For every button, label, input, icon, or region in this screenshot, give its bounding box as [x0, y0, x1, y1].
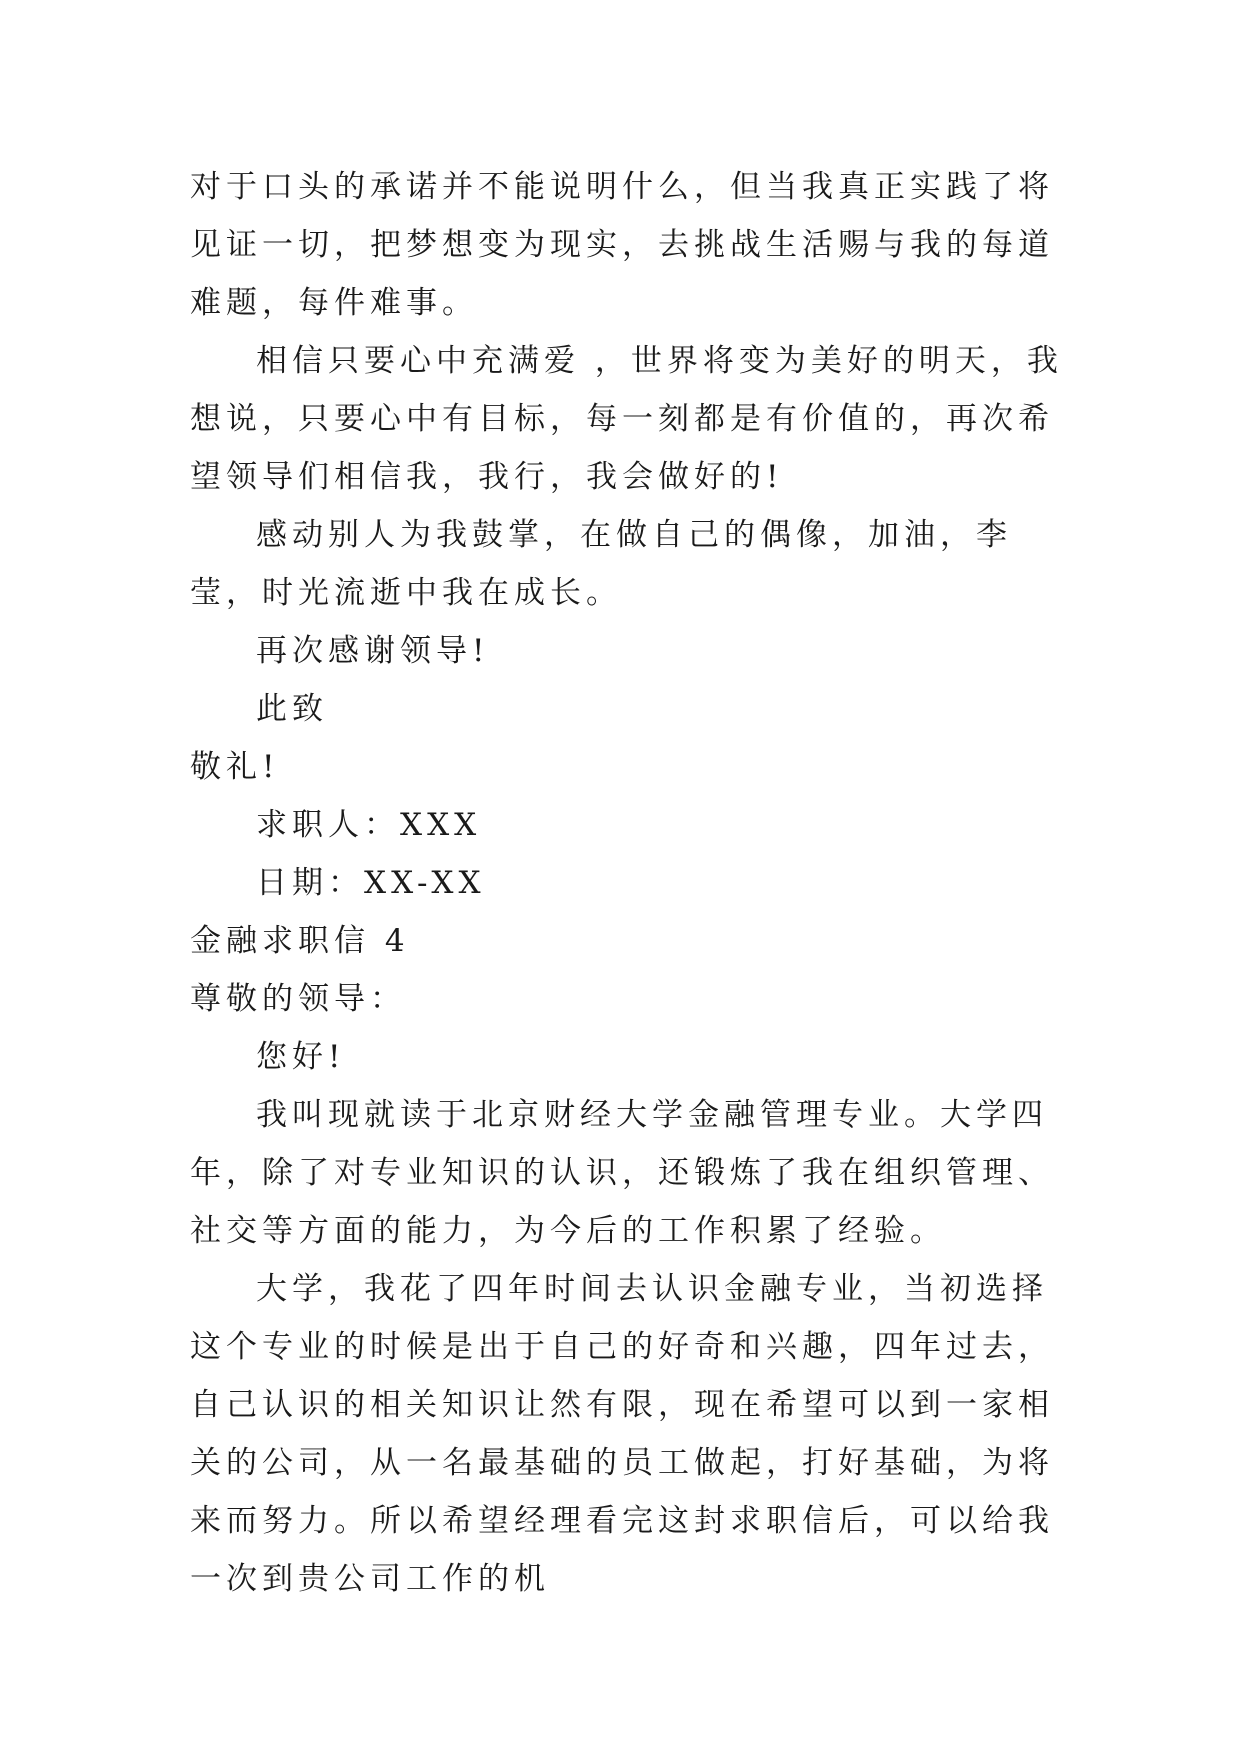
greeting-hello: 您好! — [256, 1039, 346, 1075]
paragraph-3: 感动别人为我鼓掌，在做自己的偶像，加油，李莹，时光流逝中我在成长。 — [190, 517, 1012, 611]
applicant-line: 求职人：XXX — [256, 807, 482, 843]
paragraph-1: 对于口头的承诺并不能说明什么，但当我真正实践了将见证一切，把梦想变为现实，去挑战生活赐与我的每道难题，每件难事。 — [190, 169, 1054, 321]
paragraph-body: 大学，我花了四年时间去认识金融专业，当初选择这个专业的时候是出于自己的好奇和兴趣，四年过去，自己认识的相关知识让然有限，现在希望可以到一家相关的公司，从一名最基础的员工做起，打好基础，为将来而努力。所以希望经理看完这封求职信后，可以给我一次到贵公司工作的机 — [190, 1271, 1054, 1597]
document-body — [190, 158, 1070, 1608]
closing-salutation: 此致 — [256, 691, 328, 727]
paragraph-intro: 我叫现就读于北京财经大学金融管理专业。大学四年，除了对专业知识的认识，还锻炼了我在组织管理、社交等方面的能力，为今后的工作积累了经验。 — [190, 1097, 1054, 1249]
paragraph-2: 相信只要心中充满爱 ，世界将变为美好的明天，我想说，只要心中有目标，每一刻都是有价值的，再次希望领导们相信我，我行，我会做好的! — [190, 343, 1063, 495]
closing-regards: 敬礼! — [190, 749, 280, 785]
section-title: 金融求职信 4 — [190, 923, 410, 959]
thanks-line: 再次感谢领导! — [256, 633, 490, 669]
date-line: 日期：XX-XX — [256, 865, 486, 901]
greeting-recipient: 尊敬的领导： — [190, 981, 406, 1017]
